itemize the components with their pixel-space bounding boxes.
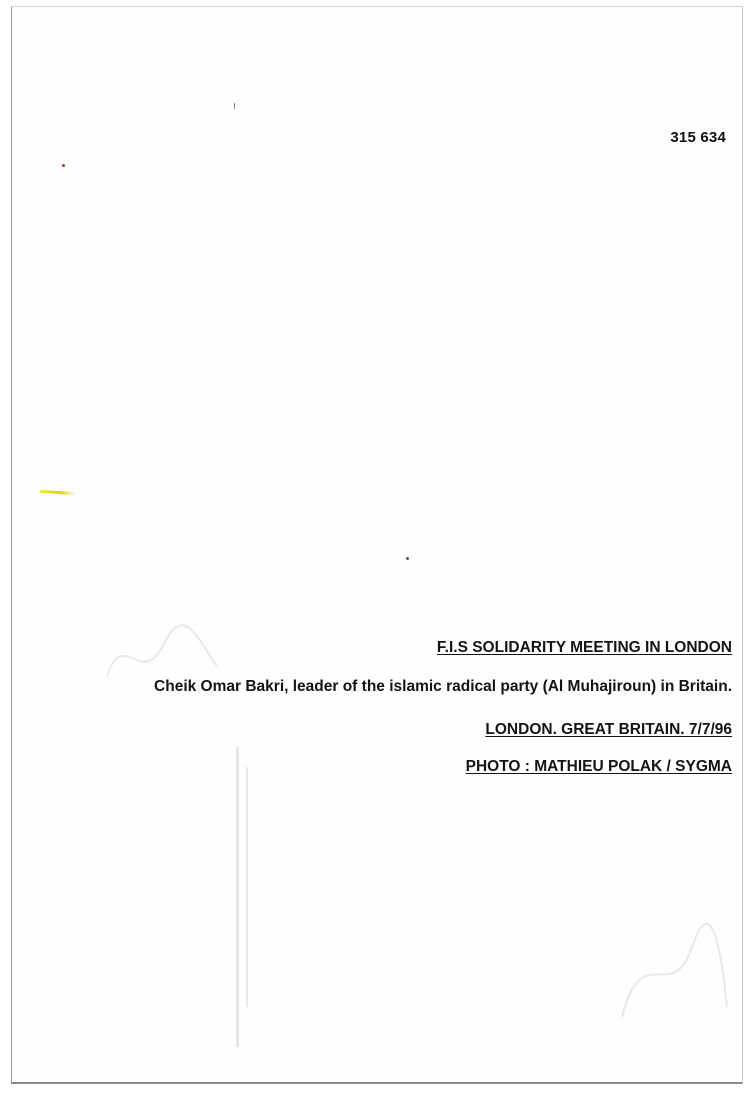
caption-place-date: LONDON. GREAT BRITAIN. 7/7/96 [485, 721, 732, 738]
reference-number: 315 634 [670, 129, 726, 146]
faded-vertical-stamp [228, 747, 258, 1047]
ink-dot [406, 557, 409, 560]
caption-title: F.I.S SOLIDARITY MEETING IN LONDON [436, 639, 732, 656]
photo-print-back [11, 6, 743, 1084]
highlighter-mark [40, 490, 76, 496]
ink-speck [62, 164, 65, 167]
faded-handwriting [612, 917, 732, 1037]
pencil-tick [234, 103, 235, 109]
caption-description: Cheik Omar Bakri, leader of the islamic radical party (Al Muhajiroun) in Britain. [154, 678, 732, 695]
photo-credit: PHOTO : MATHIEU POLAK / SYGMA [465, 758, 732, 775]
photo-caption [92, 639, 732, 776]
